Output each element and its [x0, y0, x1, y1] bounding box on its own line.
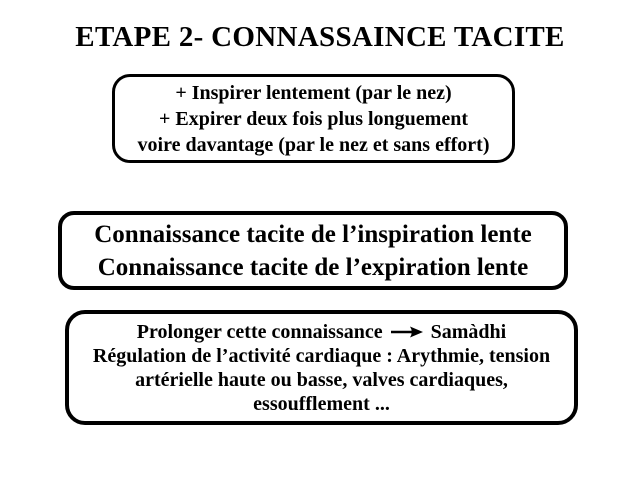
essoufflement-line: essoufflement ...	[253, 392, 390, 415]
instruction-line-inspirer: + Inspirer lentement (par le nez)	[175, 81, 452, 104]
prolong-samadhi-line	[137, 320, 506, 344]
tacit-knowledge-box	[58, 211, 568, 290]
samadhi-text: Samàdhi	[430, 320, 507, 343]
right-arrow-icon	[390, 325, 424, 339]
regulation-line: Régulation de l’activité cardiaque : Arythmie, tension	[92, 344, 551, 367]
slide-title: ETAPE 2- CONNASSAINCE TACITE	[75, 21, 565, 53]
breathing-instructions-box	[112, 74, 515, 163]
arterielle-line: artérielle haute ou basse, valves cardiaques,	[135, 368, 508, 391]
prolong-text: Prolonger cette connaissance	[136, 320, 383, 343]
instruction-line-expirer: + Expirer deux fois plus longuement	[158, 107, 469, 130]
tacit-expiration-line: Connaissance tacite de l’expiration lente	[97, 253, 529, 281]
tacit-inspiration-line: Connaissance tacite de l’inspiration lente	[94, 220, 532, 248]
prolongation-box	[65, 310, 578, 425]
instruction-line-davantage: voire davantage (par le nez et sans effort)	[137, 133, 490, 156]
